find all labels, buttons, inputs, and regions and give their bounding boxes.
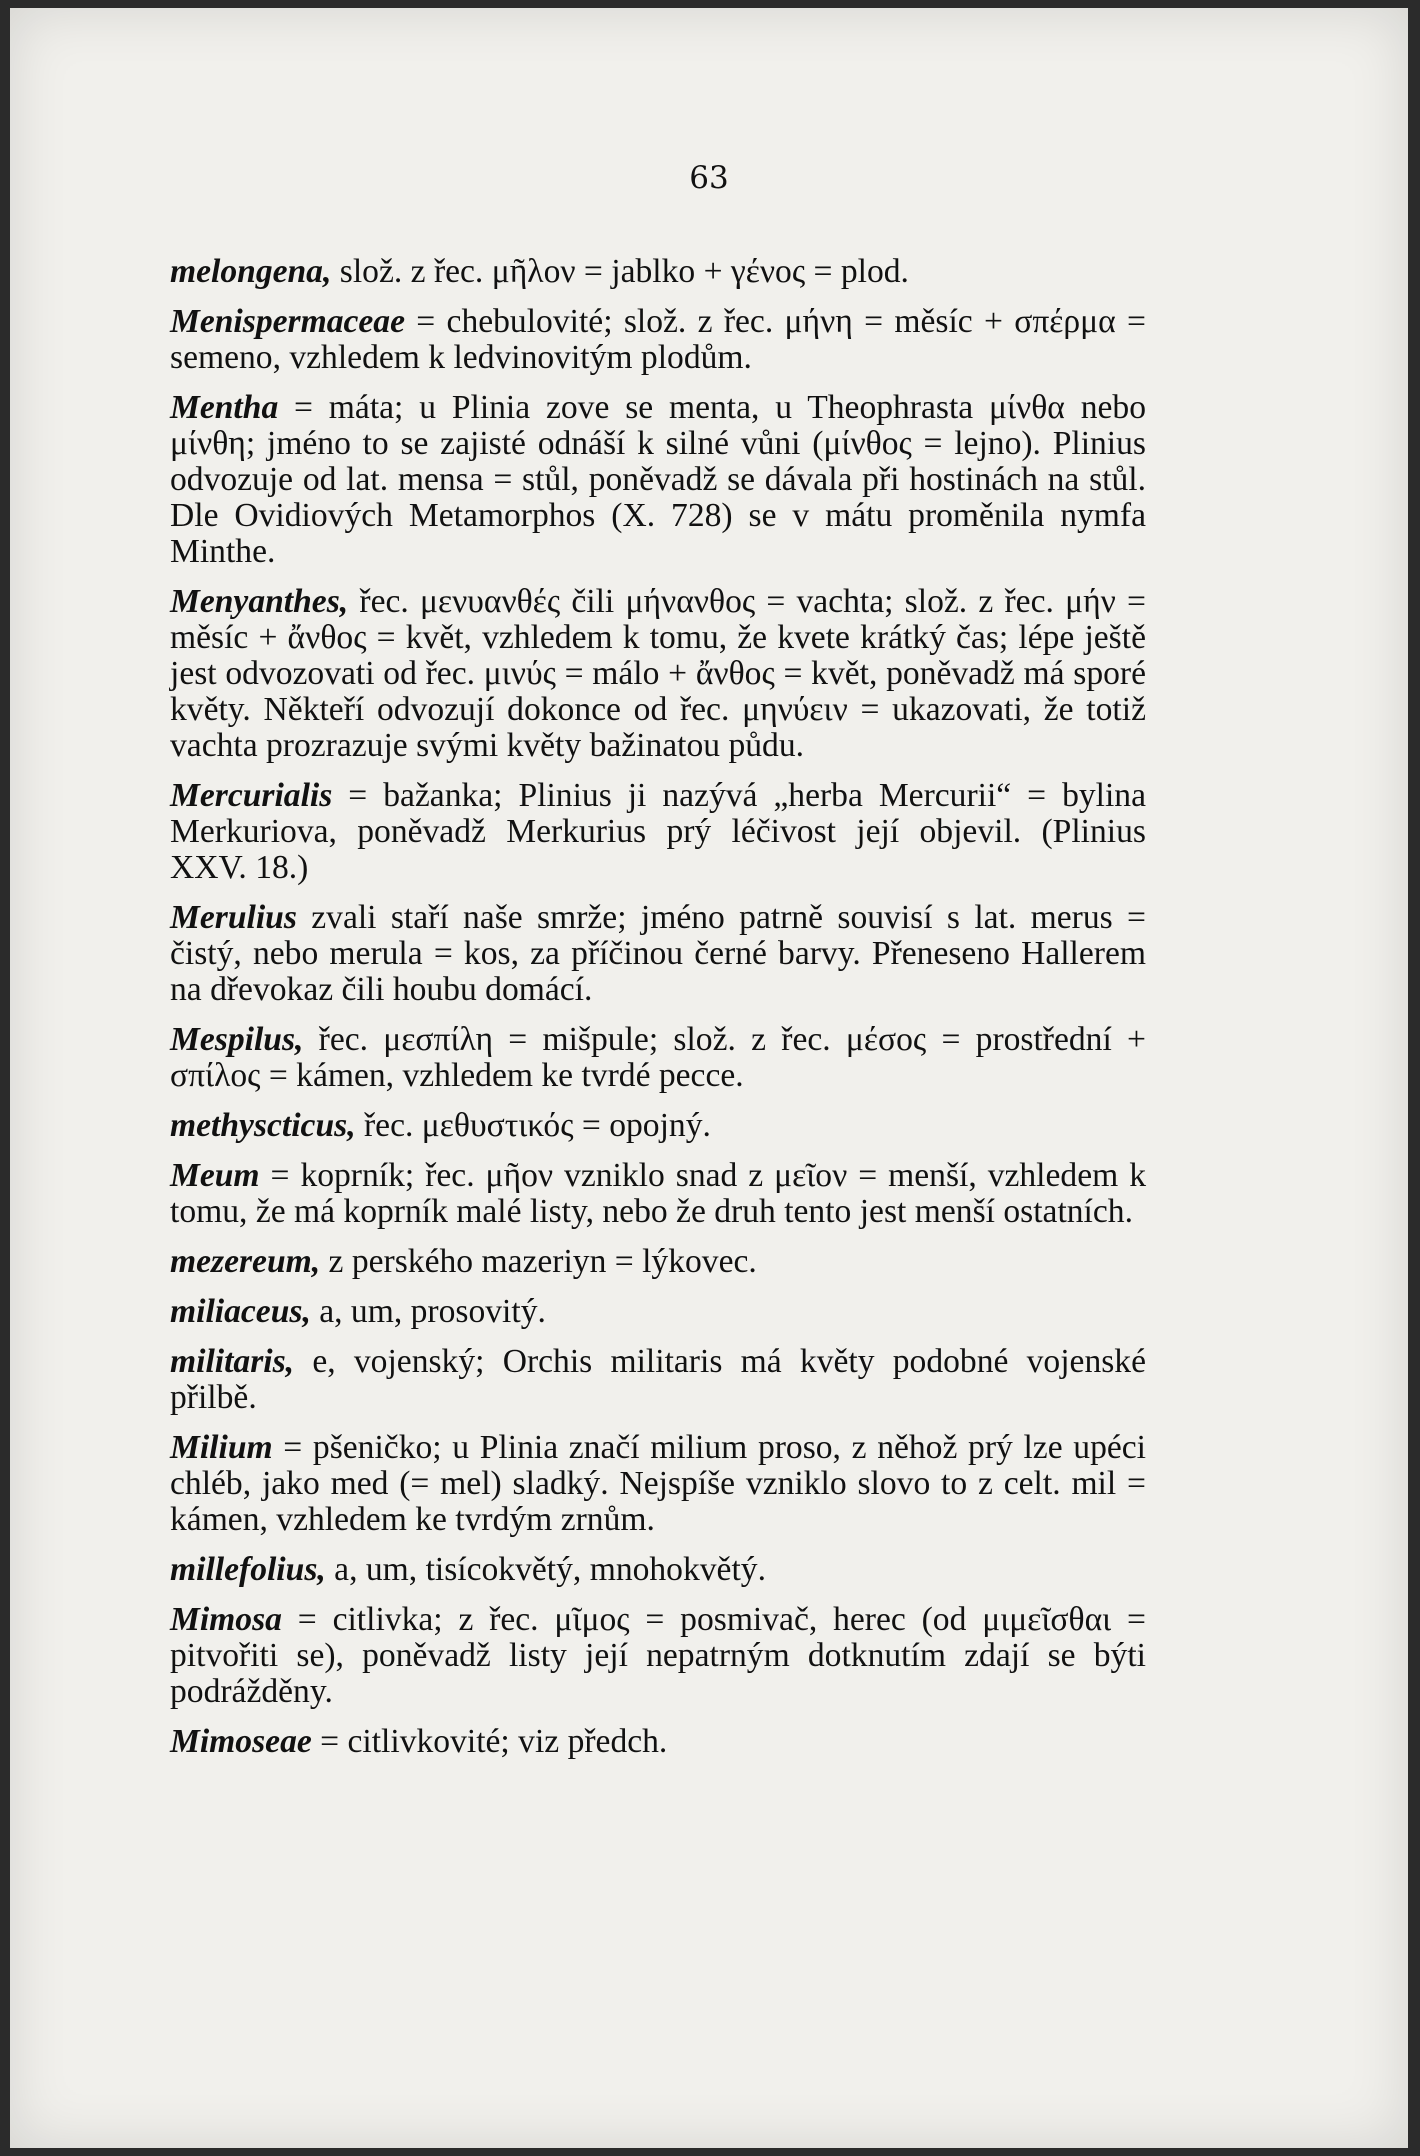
entry-term: Meum: [170, 1157, 260, 1194]
entry-term: methyscticus,: [170, 1107, 356, 1144]
entry-term: Menyanthes,: [170, 583, 349, 620]
entry-text: z perského mazeriyn = lýkovec.: [320, 1243, 757, 1280]
dictionary-entry: [170, 1602, 1146, 1710]
entry-text: = koprník; řec. μῆον vzniklo snad z μεῖον = menší, vzhledem k tomu, že má koprník malé listy, nebo že druh tento jest menší ostatních.: [170, 1157, 1146, 1230]
dictionary-entry: [170, 304, 1146, 376]
entry-text: slož. z řec. μῆλον = jablko + γένος = plod.: [331, 253, 909, 290]
entry-term: militaris,: [170, 1343, 295, 1380]
entry-text: a, um, prosovitý.: [310, 1293, 546, 1330]
dictionary-entry: [170, 1244, 1146, 1280]
entry-term: miliaceus,: [170, 1293, 311, 1330]
entry-text: = chebulovité; slož. z řec. μήνη = měsíc + σπέρμα = semeno, vzhledem k ledvinovitým plodům.: [170, 303, 1146, 376]
entry-term: Mimosa: [170, 1601, 282, 1638]
entry-term: Mercurialis: [170, 777, 333, 814]
dictionary-entry: [170, 390, 1146, 570]
dictionary-entry: [170, 1294, 1146, 1330]
dictionary-entry: [170, 1344, 1146, 1416]
entry-text: = pšeničko; u Plinia značí milium proso, z něhož prý lze upéci chléb, jako med (= mel) sladký. Nejspíše vzniklo slovo to z celt. mil = kámen, vzhledem ke tvrdým zrnům.: [170, 1429, 1146, 1538]
dictionary-entry: [170, 254, 1146, 290]
dictionary-entry: [170, 1724, 1146, 1760]
entry-text: = bažanka; Plinius ji nazývá „herba Mercurii“ = bylina Merkuriova, poněvadž Merkurius prý léčivost její objevil. (Plinius XXV. 18.): [170, 777, 1146, 886]
page-number: 63: [689, 160, 729, 196]
dictionary-entry: [170, 1552, 1146, 1588]
entry-term: Mentha: [170, 389, 279, 426]
entry-text: řec. μενυανθές čili μήνανθος = vachta; slož. z řec. μήν = měsíc + ἄνθος = květ, vzhledem k tomu, že kvete krátký čas; lépe ještě jest odvozovati od řec. μινύς = málo + ἄνθος = květ, poněvadž má sporé květy. Někteří odvozují dokonce od řec. μηνύειν = ukazovati, že totiž vachta prozrazuje svými květy bažinatou půdu.: [170, 583, 1146, 764]
dictionary-entry: [170, 1430, 1146, 1538]
entry-term: Milium: [170, 1429, 273, 1466]
dictionary-entry: [170, 778, 1146, 886]
entry-text: řec. μεσπίλη = mišpule; slož. z řec. μέσος = prostřední + σπίλος = kámen, vzhledem ke tvrdé pecce.: [170, 1021, 1146, 1094]
entry-term: mezereum,: [170, 1243, 321, 1280]
entry-term: melongena,: [170, 253, 332, 290]
dictionary-entry: [170, 584, 1146, 764]
entry-term: millefolius,: [170, 1551, 326, 1588]
dictionary-entry: [170, 1022, 1146, 1094]
book-page: [10, 8, 1408, 2148]
entry-term: Mimoseae: [170, 1723, 312, 1760]
entry-term: Mespilus,: [170, 1021, 304, 1058]
entry-text: = citlivka; z řec. μῖμος = posmivač, herec (od μιμεῖσθαι = pitvořiti se), poněvadž listy její nepatrným dotknutím zdají se býti podrážděny.: [170, 1601, 1146, 1710]
entry-text: = máta; u Plinia zove se menta, u Theophrasta μίνθα nebo μίνθη; jméno to se zajisté odnáší k silné vůni (μίνθος = lejno). Plinius odvozuje od lat. mensa = stůl, poněvadž se dávala při hostinách na stůl. Dle Ovidiových Metamorphos (X. 728) se v mátu proměnila nymfa Minthe.: [170, 389, 1146, 570]
entry-term: Menispermaceae: [170, 303, 405, 340]
entry-text: e, vojenský; Orchis militaris má květy podobné vojenské přilbě.: [170, 1343, 1146, 1416]
dictionary-entry: [170, 1108, 1146, 1144]
dictionary-entry: [170, 1158, 1146, 1230]
entry-term: Merulius: [170, 899, 297, 936]
dictionary-entries: [170, 254, 1146, 1774]
dictionary-entry: [170, 900, 1146, 1008]
entry-text: = citlivkovité; viz předch.: [311, 1723, 668, 1760]
entry-text: řec. μεθυστικός = opojný.: [355, 1107, 711, 1144]
entry-text: zvali staří naše smrže; jméno patrně souvisí s lat. merus = čistý, nebo merula = kos, za příčinou černé barvy. Přeneseno Hallerem na dřevokaz čili houbu domácí.: [170, 899, 1146, 1008]
entry-text: a, um, tisícokvětý, mnohokvětý.: [325, 1551, 766, 1588]
